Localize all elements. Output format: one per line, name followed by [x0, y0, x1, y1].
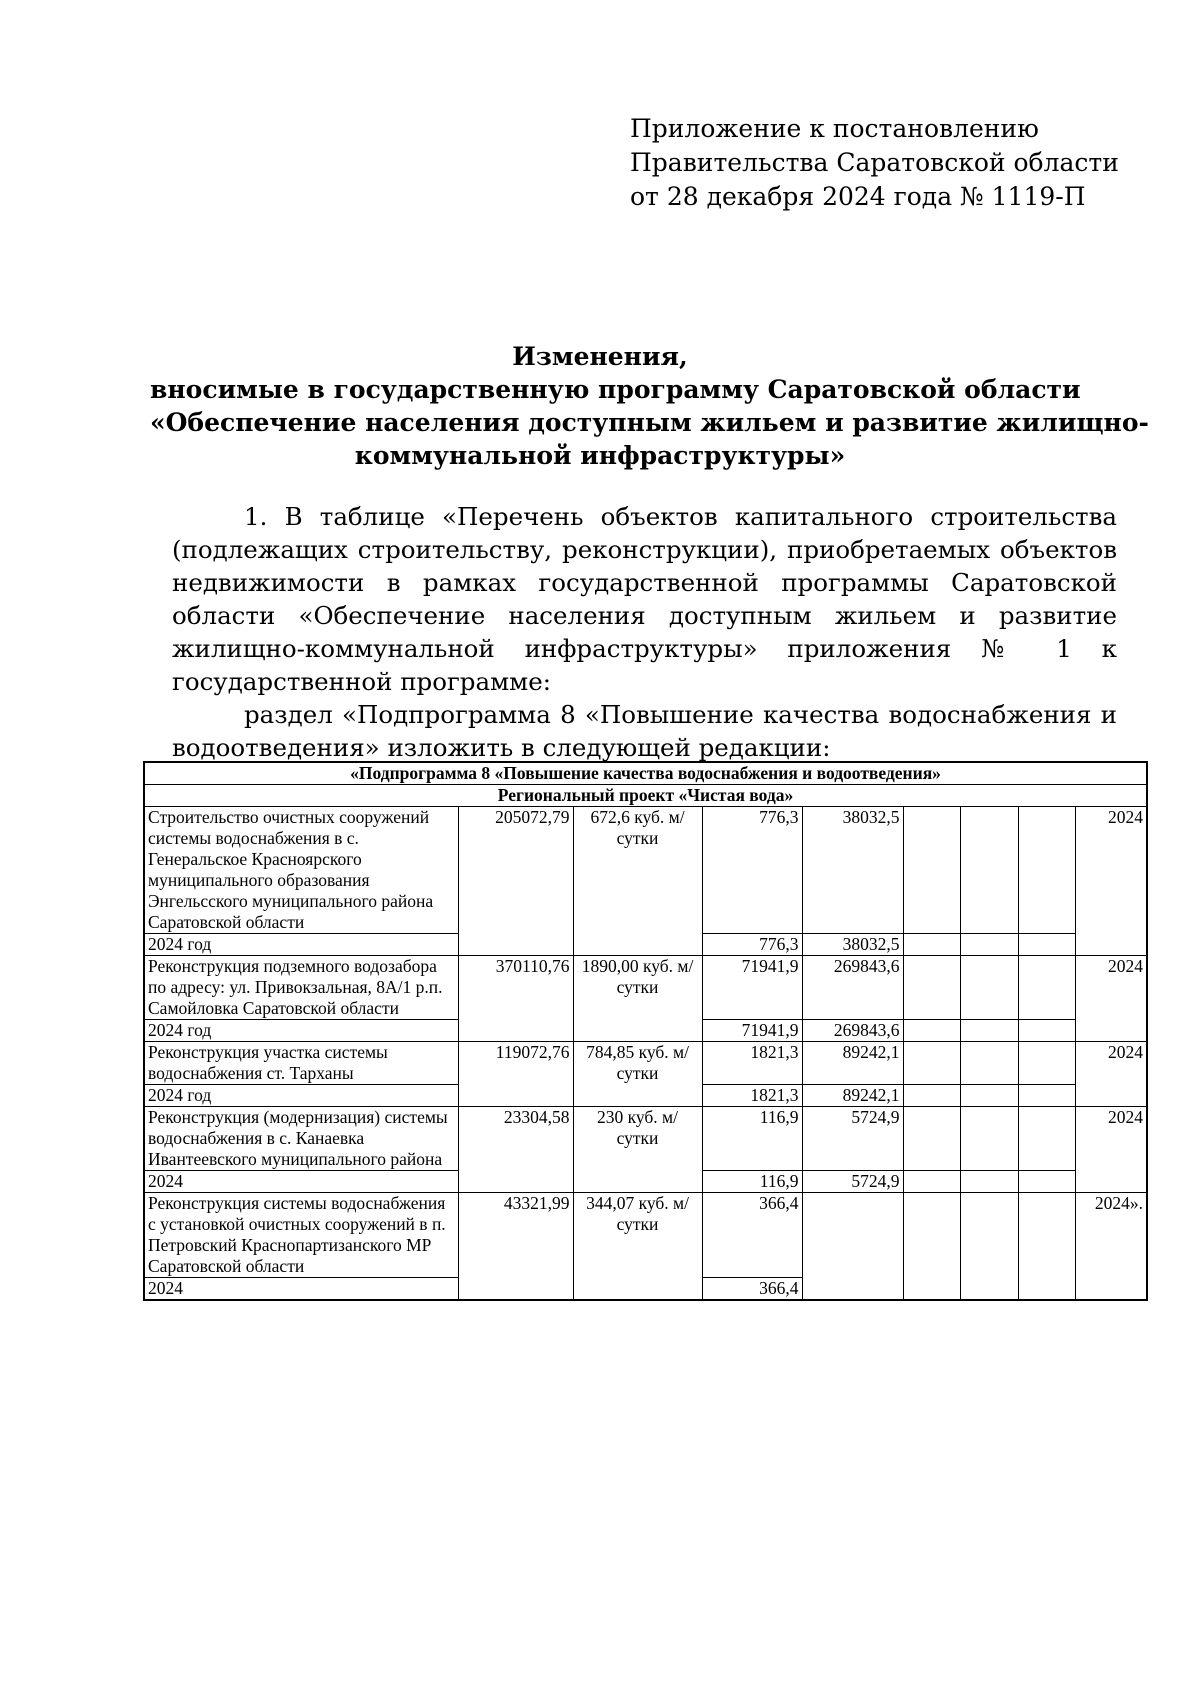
object-name: Реконструкция (модернизация) системы водоснабжения в с. Канаевка Ивантеевского муниципального района — [144, 1107, 458, 1171]
empty-cell — [1018, 1107, 1075, 1171]
empty-cell — [1018, 1193, 1075, 1301]
table-row — [144, 1042, 1147, 1085]
object-name: Строительство очистных сооружений системы водоснабжения в с. Генеральское Красноярского муниципального образования Энгельсского муниципального района Саратовской области — [144, 807, 458, 934]
object-year: 2024 — [1075, 807, 1147, 956]
value-2: 5724,9 — [802, 1107, 903, 1171]
object-capacity: 344,07 куб. м/сутки — [573, 1193, 702, 1301]
value-2 — [802, 1193, 903, 1301]
object-year: 2024 — [1075, 1107, 1147, 1193]
value-1: 1821,3 — [702, 1042, 802, 1085]
object-cost: 23304,58 — [458, 1107, 573, 1193]
table-row — [144, 956, 1147, 1020]
heading-line-3: «Обеспечение населения доступным жильем и развитие жилищно- — [150, 408, 1149, 437]
document-heading — [150, 340, 1149, 472]
object-capacity: 672,6 куб. м/сутки — [573, 807, 702, 956]
empty-cell — [960, 1085, 1018, 1107]
empty-cell — [960, 1020, 1018, 1042]
subrow-label: 2024 год — [144, 1020, 458, 1042]
value-2: 269843,6 — [802, 956, 903, 1020]
empty-cell — [960, 956, 1018, 1020]
subrow-value-1: 71941,9 — [702, 1020, 802, 1042]
empty-cell — [960, 1042, 1018, 1085]
empty-cell — [903, 1020, 960, 1042]
empty-cell — [903, 934, 960, 956]
empty-cell — [903, 956, 960, 1020]
empty-cell — [1018, 1171, 1075, 1193]
subrow-label: 2024 год — [144, 1085, 458, 1107]
empty-cell — [960, 1107, 1018, 1171]
empty-cell — [1018, 934, 1075, 956]
subrow-value-2: 89242,1 — [802, 1085, 903, 1107]
subrow-value-1: 776,3 — [702, 934, 802, 956]
object-year: 2024 — [1075, 956, 1147, 1042]
approval-line-2: Правительства Саратовской области — [630, 148, 1119, 177]
empty-cell — [1018, 1042, 1075, 1085]
value-1: 116,9 — [702, 1107, 802, 1171]
object-name: Реконструкция подземного водозабора по адресу: ул. Привокзальная, 8А/1 р.п. Самойловка Саратовской области — [144, 956, 458, 1020]
object-capacity: 1890,00 куб. м/сутки — [573, 956, 702, 1042]
empty-cell — [903, 1193, 960, 1301]
empty-cell — [960, 1171, 1018, 1193]
object-cost: 43321,99 — [458, 1193, 573, 1301]
approval-line-3: от 28 декабря 2024 года № 1119-П — [630, 182, 1086, 211]
paragraph-1: 1. В таблице «Перечень объектов капитального строительства (подлежащих строительству, реконструкции), приобретаемых объектов недвижимости в рамках государственной программы Саратовской области «Обеспечение населения доступным жильем и развитие жилищно-коммунальной инфраструктуры» приложения № 1 к государственной программе: — [172, 502, 1117, 696]
value-1: 366,4 — [702, 1193, 802, 1278]
empty-cell — [903, 1107, 960, 1171]
empty-cell — [960, 807, 1018, 934]
heading-line-4: коммунальной инфраструктуры» — [354, 441, 846, 470]
heading-line-2: вносимые в государственную программу Саратовской области — [150, 375, 1081, 404]
object-name: Реконструкция системы водоснабжения с установкой очистных сооружений в п. Петровский Краснопартизанского МР Саратовской области — [144, 1193, 458, 1278]
heading-line-1: Изменения, — [512, 342, 688, 371]
table-row — [144, 1193, 1147, 1278]
approval-stamp — [630, 112, 1150, 214]
value-1: 776,3 — [702, 807, 802, 934]
approval-line-1: Приложение к постановлению — [630, 114, 1039, 143]
object-capacity: 784,85 куб. м/сутки — [573, 1042, 702, 1107]
value-2: 38032,5 — [802, 807, 903, 934]
object-cost: 370110,76 — [458, 956, 573, 1042]
object-year: 2024». — [1075, 1193, 1147, 1301]
empty-cell — [903, 1042, 960, 1085]
objects-table — [143, 761, 1148, 1301]
empty-cell — [960, 1193, 1018, 1301]
regional-project-header: Региональный проект «Чистая вода» — [144, 785, 1147, 807]
object-name: Реконструкция участка системы водоснабжения ст. Тарханы — [144, 1042, 458, 1085]
empty-cell — [903, 1085, 960, 1107]
object-capacity: 230 куб. м/сутки — [573, 1107, 702, 1193]
subrow-value-2: 5724,9 — [802, 1171, 903, 1193]
object-cost: 205072,79 — [458, 807, 573, 956]
empty-cell — [1018, 1085, 1075, 1107]
empty-cell — [903, 807, 960, 934]
object-year: 2024 — [1075, 1042, 1147, 1107]
subprogram-header: «Подпрограмма 8 «Повышение качества водоснабжения и водоотведения» — [144, 762, 1147, 785]
paragraph-2: раздел «Подпрограмма 8 «Повышение качества водоснабжения и водоотведения» изложить в следующей редакции: — [172, 700, 1117, 762]
subrow-value-1: 116,9 — [702, 1171, 802, 1193]
empty-cell — [960, 934, 1018, 956]
subrow-value-1: 366,4 — [702, 1278, 802, 1301]
subrow-value-1: 1821,3 — [702, 1085, 802, 1107]
empty-cell — [1018, 807, 1075, 934]
value-2: 89242,1 — [802, 1042, 903, 1085]
subrow-value-2: 38032,5 — [802, 934, 903, 956]
empty-cell — [903, 1171, 960, 1193]
table-row — [144, 807, 1147, 934]
table-row — [144, 1107, 1147, 1171]
subrow-label: 2024 — [144, 1278, 458, 1301]
body-text — [172, 500, 1117, 764]
empty-cell — [1018, 956, 1075, 1020]
value-1: 71941,9 — [702, 956, 802, 1020]
subrow-value-2: 269843,6 — [802, 1020, 903, 1042]
object-cost: 119072,76 — [458, 1042, 573, 1107]
subrow-label: 2024 — [144, 1171, 458, 1193]
subrow-label: 2024 год — [144, 934, 458, 956]
empty-cell — [1018, 1020, 1075, 1042]
